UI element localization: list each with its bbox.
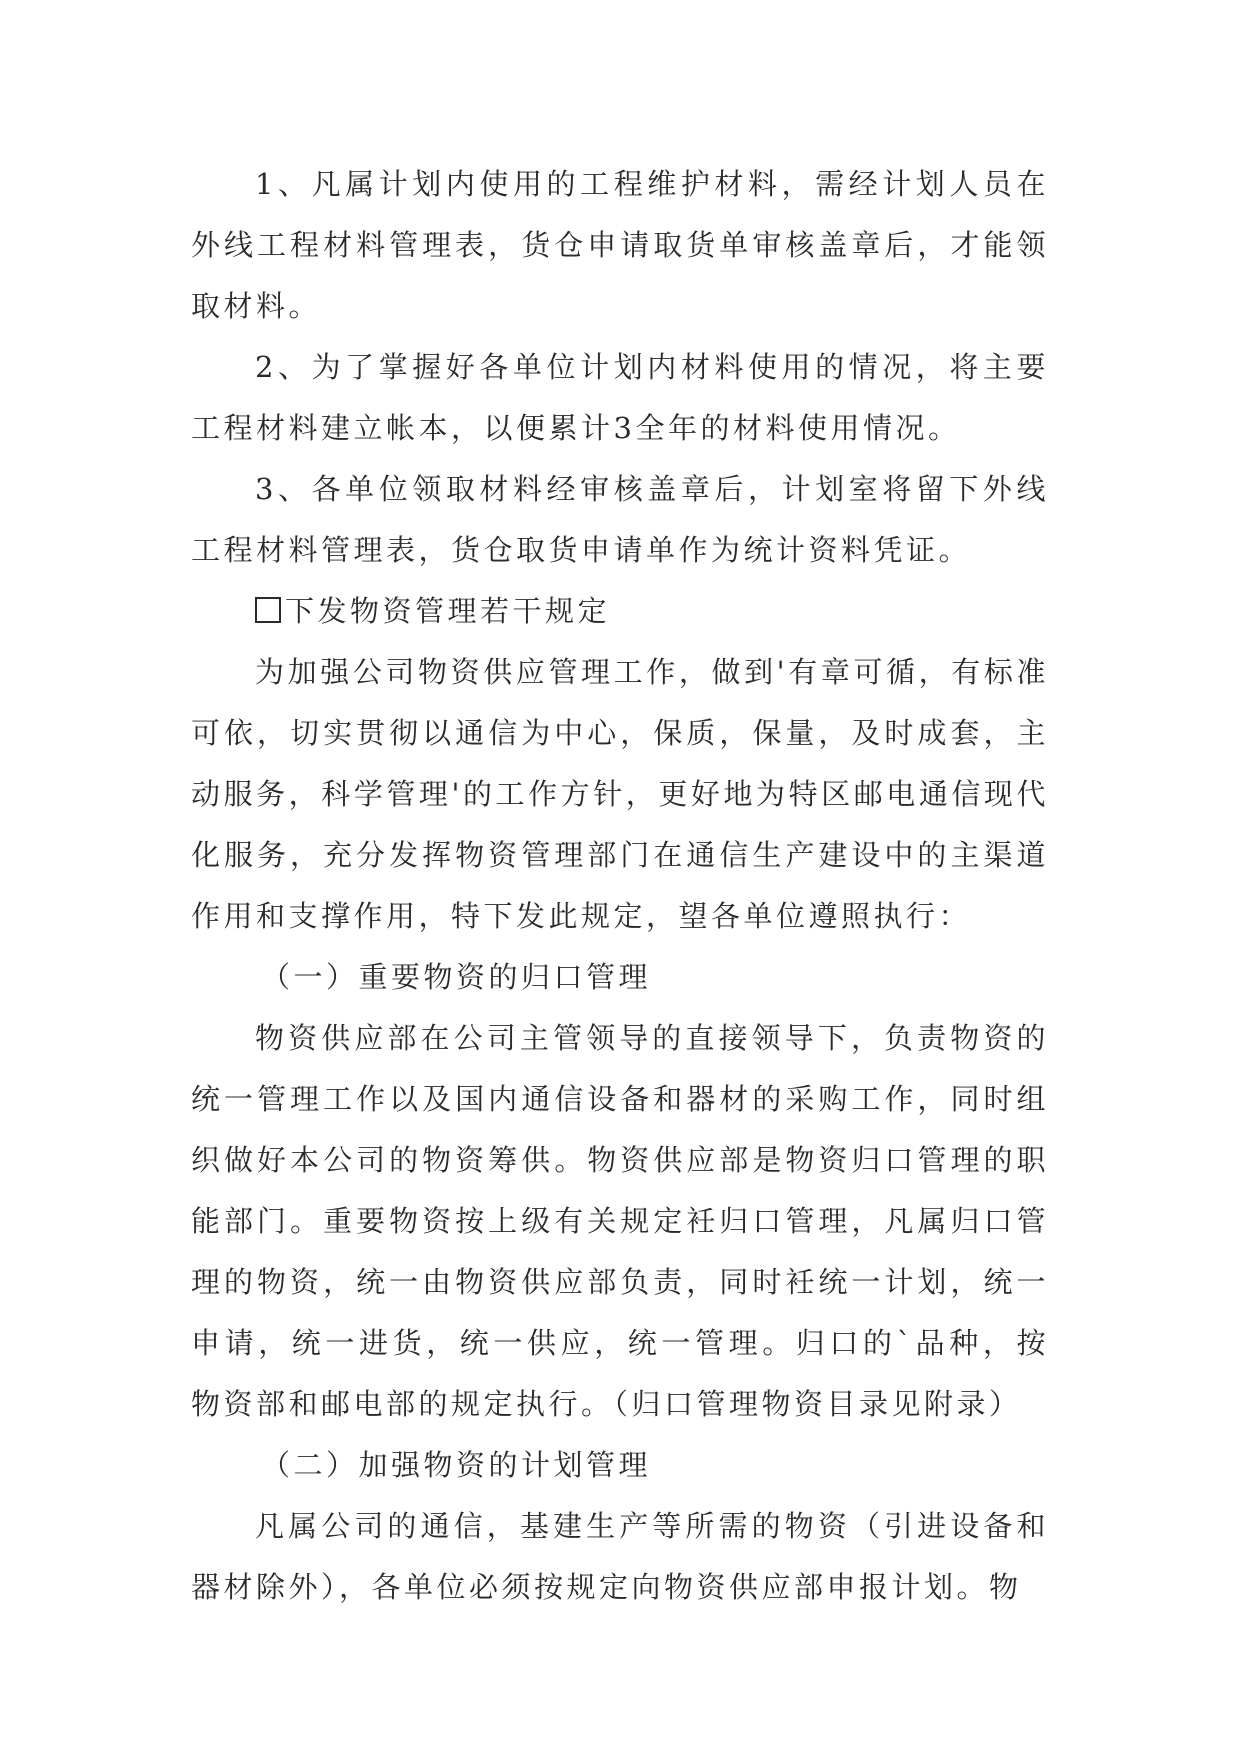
paragraph-item-1: 1、凡属计划内使用的工程维护材料，需经计划人员在外线工程材料管理表，货仓申请取货单审核盖章后，才能领取材料。 (191, 167, 1049, 323)
section-heading-text: 下发物资管理若干规定 (285, 594, 611, 628)
paragraph-plan-management: 凡属公司的通信，基建生产等所需的物资（引进设备和器材除外），各单位必须按规定向物资供应部申报计划。物 (191, 1509, 1049, 1604)
paragraph-intro: 为加强公司物资供应管理工作，做到'有章可循，有标准可依，切实贯彻以通信为中心，保质，保量，及时成套，主动服务，科学管理'的工作方针，更好地为特区邮电通信现代化服务，充分发挥物资管理部门在通信生产建设中的主渠道作用和支撑作用，特下发此规定，望各单位遵照执行： (191, 655, 1049, 933)
document-body (191, 154, 1049, 1618)
section-heading (191, 581, 1049, 642)
paragraph-item-2: 2、为了掌握好各单位计划内材料使用的情况，将主要工程材料建立帐本，以便累计3全年的材料使用情况。 (191, 350, 1049, 445)
subheading-1: （一）重要物资的归口管理 (261, 960, 652, 994)
paragraph-item-3: 3、各单位领取材料经审核盖章后，计划室将留下外线工程材料管理表，货仓取货申请单作为统计资料凭证。 (191, 472, 1049, 567)
subheading-2: （二）加强物资的计划管理 (261, 1448, 652, 1482)
paragraph-centralized-management: 物资供应部在公司主管领导的直接领导下，负责物资的统一管理工作以及国内通信设备和器材的采购工作，同时组织做好本公司的物资筹供。物资供应部是物资归口管理的职能部门。重要物资按上级有关规定衽归口管理，凡属归口管理的物资，统一由物资供应部负责，同时衽统一计划，统一申请，统一进货，统一供应，统一管理。归口的`品种，按物资部和邮电部的规定执行。（归口管理物资目录见附录） (191, 1021, 1049, 1421)
checkbox-icon (255, 597, 281, 623)
